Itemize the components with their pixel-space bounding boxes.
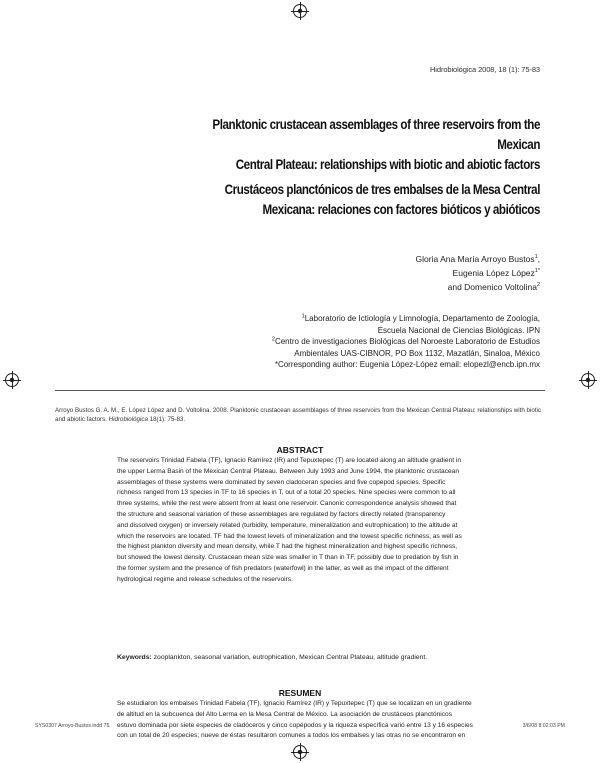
paragraph-line: de altitud en la subcuenca del Alto Lerma en la Mesa Central de México. La asociación de crustáceos planctónicos bbox=[117, 710, 453, 718]
title-spanish bbox=[179, 180, 540, 220]
affiliation-text: Centro de investigaciones Biológicas del Noroeste Laboratorio de Estudios bbox=[274, 337, 540, 346]
affiliation-line: Escuela Nacional de Ciencias Biológicas. IPN bbox=[377, 325, 540, 335]
citation-text: Arroyo Bustos G. A. M., E. López López and D. Voltolina. 2008. Planktonic crustacean assemblages of three reservoirs from the Mexican Central Plateau: relationships with biotic and abiotic factors. bbox=[55, 407, 541, 423]
title-spanish-line: Mexicana: relaciones con factores bióticos y abióticos bbox=[262, 202, 540, 217]
divider bbox=[55, 390, 545, 391]
affiliation-mark: 1 bbox=[301, 313, 305, 320]
paragraph-line: richness ranged from 13 species in TF to 16 species in T, out of a total 20 species. Nine species were common to all bbox=[117, 489, 456, 497]
paragraph-line: the highest plankton diversity and mean density, while T had the highest mineralization and highest specific richness, bbox=[117, 543, 458, 551]
author-affiliation-mark: 1* bbox=[534, 268, 540, 275]
paragraph-line: but showed the lowest density. Crustacean mean size was smaller in T than in TF, possibly due to predation by fish in bbox=[117, 554, 459, 562]
affiliation-line bbox=[160, 313, 540, 325]
abstract-body bbox=[117, 456, 512, 586]
citation bbox=[55, 406, 545, 424]
author-name: Eugenia López López bbox=[452, 268, 535, 278]
affiliation-line: Ambientales UAS-CIBNOR, PO Box 1132, Mazatlán, Sinaloa, México bbox=[294, 348, 540, 358]
footer-right: 3/6/08 8:02:03 PM bbox=[522, 723, 565, 729]
paragraph-line: con un total de 20 especies; nueve de éstas resultaron comunes a todos los embalses y las otras no se encontraron en bbox=[117, 732, 466, 740]
registration-mark-icon bbox=[293, 4, 307, 18]
registration-mark-icon bbox=[581, 373, 595, 387]
paragraph-line: and dissolved oxygen) or inversely related (turbidity, temperature, mineralization and eutrophication) to the altitude at bbox=[117, 521, 458, 529]
paragraph-line: The reservoirs Trinidad Fabela (TF), Ignacio Ramírez (IR) and Tepuxtepec (T) are located along an altitude gradient in bbox=[117, 457, 462, 464]
author-separator: , bbox=[537, 254, 540, 264]
title-english-line: Central Plateau: relationships with biotic and abiotic factors bbox=[235, 157, 540, 172]
author-name: and Domenico Voltolina bbox=[447, 282, 537, 292]
author bbox=[240, 252, 540, 266]
registration-mark-icon bbox=[293, 745, 307, 759]
author bbox=[240, 266, 540, 280]
abstract-heading: ABSTRACT bbox=[276, 445, 324, 455]
author-affiliation-mark: 2 bbox=[536, 282, 540, 289]
author bbox=[240, 280, 540, 294]
author-name: Gloria Ana María Arroyo Bustos bbox=[415, 254, 535, 264]
keywords bbox=[117, 654, 537, 661]
paragraph-line: estuvo dominada por siete especies de cladóceros y cinco copépodos y la riqueza específica varió entre 13 y 16 especies bbox=[117, 721, 473, 729]
citation-journal: Hidrobiológica bbox=[108, 416, 148, 423]
paragraph-line: three systems, while the rest were absent from at least one reservoir. Canonic correspondence analysis showed that bbox=[117, 500, 457, 508]
affiliation-mark: 2 bbox=[271, 336, 275, 343]
paragraph-line: which the reservoirs are located. TF had the lowest levels of mineralization and the lowest specific richness, as well as bbox=[117, 532, 462, 540]
corresponding-author: *Corresponding author: Eugenia López-López email: elopezl@encb.ipn.mx bbox=[274, 360, 540, 369]
paragraph-line: assemblages of these systems were dominated by seven cladoceran species and five copepod species. Specific bbox=[117, 478, 446, 486]
author-list bbox=[240, 252, 540, 294]
keywords-text: zooplankton, seasonal variation, eutrophication, Mexican Central Plateau, altitude gradient. bbox=[153, 654, 428, 661]
resumen-body bbox=[117, 699, 517, 742]
author-affiliation-mark: 1 bbox=[534, 254, 538, 261]
journal-reference: Hidrobiológica 2008, 18 (1): 75-83 bbox=[429, 65, 540, 74]
title-spanish-line: Crustáceos planctónicos de tres embalses de la Mesa Central bbox=[224, 182, 541, 197]
paragraph-line: the upper Lerma Basin of the Mexican Central Plateau. Between July 1993 and June 1994, the planktonic crustacean bbox=[117, 467, 459, 475]
affiliation-text: Laboratorio de Ictiología y Limnología, Departamento de Zoología, bbox=[304, 314, 540, 323]
paragraph-line: hydrological regime and release schedules of the reservoirs. bbox=[117, 575, 293, 583]
affiliations bbox=[160, 313, 540, 371]
affiliation-line bbox=[160, 336, 540, 348]
paragraph-line: the structure and seasonal variation of these assemblages are regulated by factors directly related (transparency bbox=[117, 510, 446, 518]
paragraph-line: the former system and the presence of fish predators (waterfowl) in the latter, as well as the impact of the different bbox=[117, 564, 449, 572]
paragraph-line: Se estudiaron los embalses Trinidad Fabela (TF), Ignacio Ramírez (IR) y Tepuxtepec (T) que se localizan en un gradiente bbox=[117, 700, 472, 707]
citation-volume: 18(1): 75-83. bbox=[149, 416, 186, 423]
footer-left: SYS0307 Arroyo-Bustos.indd 75 bbox=[35, 723, 110, 729]
title-english bbox=[179, 115, 540, 175]
title-english-line: Planktonic crustacean assemblages of three reservoirs from the Mexican bbox=[212, 117, 541, 152]
keywords-label: Keywords: bbox=[117, 654, 152, 661]
resumen-heading: RESUMEN bbox=[278, 688, 322, 698]
registration-mark-icon bbox=[5, 373, 19, 387]
